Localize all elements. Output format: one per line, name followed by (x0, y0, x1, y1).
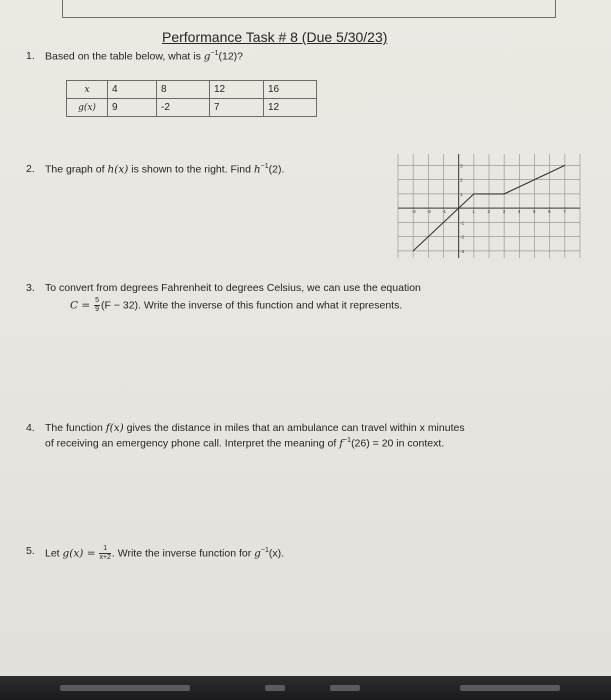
q5-arg: (x). (268, 547, 285, 560)
q1-exp: −1 (210, 50, 219, 57)
q3-frac-num: 5 (95, 297, 99, 304)
laptop-taskbar (0, 676, 611, 700)
q4-exp: −1 (343, 437, 352, 444)
table-cell: 12 (264, 99, 317, 117)
q2-func: h(x) (107, 163, 129, 176)
y-tick-label: -3 (460, 248, 465, 254)
taskbar-item[interactable] (330, 685, 360, 691)
q1-arg: (12)? (218, 50, 244, 63)
q4-func2: f (339, 437, 344, 450)
x-tick-label: 7 (563, 209, 566, 215)
q3-fraction (94, 297, 100, 314)
q4-line1-a: The function (45, 422, 103, 434)
q4-line1-b: gives the distance in miles that an ambulance can travel within x minutes (126, 422, 465, 434)
x-tick-label: 3 (502, 209, 506, 215)
table-cell: 7 (210, 99, 264, 117)
q3-eq-lhs: C = (70, 299, 91, 312)
q1-text (45, 50, 243, 63)
q5-mid: . Write the inverse function for (111, 547, 252, 560)
q2-prompt: The graph of (45, 163, 105, 176)
header-box (62, 0, 556, 18)
q5-number: 5. (26, 545, 35, 557)
q5-text (45, 545, 284, 562)
q5-lead: Let (45, 547, 60, 560)
q5-func: g(x) = (62, 547, 96, 560)
q1-number: 1. (26, 50, 35, 62)
table-cell: 9 (108, 99, 157, 117)
table-header-g: g(x) (67, 99, 108, 117)
q1-func: g (203, 50, 211, 63)
x-tick-label: 2 (487, 209, 491, 215)
q5-frac-num: 1 (99, 545, 110, 554)
q3-line1: To convert from degrees Fahrenheit to degrees Celsius, we can use the equation (45, 282, 421, 294)
q3-line2 (70, 297, 402, 314)
y-tick-label: -2 (460, 234, 465, 240)
x-tick-label: 6 (548, 209, 551, 215)
table-row-x (67, 81, 317, 99)
q4-line2-a: of receiving an emergency phone call. Interpret the meaning of (45, 437, 337, 450)
x-tick-label: 1 (472, 209, 475, 215)
q3-number: 3. (26, 282, 35, 294)
function-table (66, 80, 317, 117)
q5-exp: −1 (260, 546, 269, 554)
x-tick-label: -2 (426, 209, 431, 215)
q4-line1 (45, 422, 465, 434)
y-tick-label: -1 (460, 220, 465, 226)
q2-exp: −1 (260, 163, 269, 170)
q5-fraction (99, 545, 110, 562)
q3-line2-tail: Write the inverse of this function and what it represents. (143, 299, 403, 312)
q2-arg: (2). (268, 163, 285, 176)
table-cell: 16 (264, 81, 317, 99)
taskbar-item[interactable] (60, 685, 190, 691)
x-tick-label: -3 (411, 209, 416, 215)
table-cell: 4 (108, 81, 157, 99)
taskbar-item[interactable] (265, 685, 285, 691)
table-header-x: x (67, 81, 108, 99)
y-tick-label: 1 (460, 191, 463, 197)
q5-func2: g (254, 547, 261, 560)
q4-func: f(x) (105, 422, 124, 434)
q1-prompt: Based on the table below, what is (45, 50, 201, 63)
x-tick-label: -1 (442, 209, 447, 215)
y-tick-label: 3 (460, 163, 463, 169)
page-title: Performance Task # 8 (Due 5/30/23) (162, 29, 388, 45)
table-cell: -2 (157, 99, 210, 117)
q3-frac-den: 9 (95, 306, 99, 313)
taskbar-item[interactable] (460, 685, 560, 691)
q4-line2 (45, 437, 444, 450)
q3-eq-rhs: (F − 32). (101, 299, 141, 312)
x-tick-label: 4 (517, 209, 521, 215)
q4-line2-b: (26) = 20 in context. (351, 437, 445, 450)
q2-text (45, 163, 284, 176)
table-cell: 8 (157, 81, 210, 99)
q2-func2: h (253, 163, 261, 176)
table-row-g (67, 99, 317, 117)
q2-mid: is shown to the right. Find (131, 163, 251, 176)
x-tick-label: 5 (533, 209, 536, 215)
q5-frac-den: x+2 (99, 554, 111, 561)
q2-number: 2. (26, 163, 35, 175)
graph-of-h (394, 150, 584, 262)
y-tick-label: 2 (460, 177, 463, 183)
q4-number: 4. (26, 422, 35, 434)
table-cell: 12 (210, 81, 264, 99)
